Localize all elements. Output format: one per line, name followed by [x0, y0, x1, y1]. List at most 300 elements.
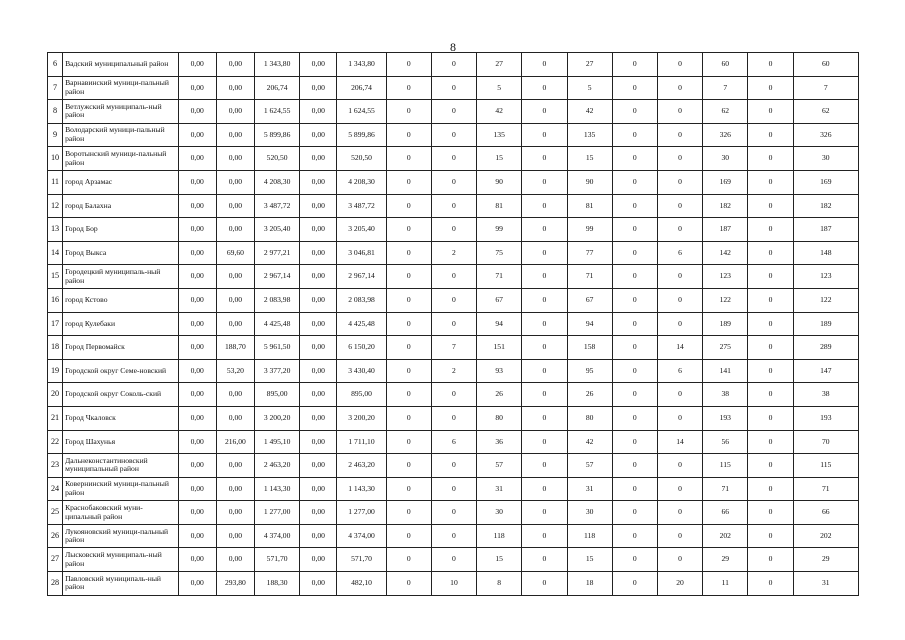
value-cell: 0 — [657, 100, 702, 124]
value-cell: 15 — [567, 147, 612, 171]
district-name-cell: Лысковский муниципаль-ный район — [63, 548, 179, 572]
row-number-cell: 27 — [48, 548, 63, 572]
value-cell: 0 — [748, 336, 793, 360]
value-cell: 3 046,81 — [337, 241, 386, 265]
value-cell: 0 — [522, 123, 567, 147]
value-cell: 0,00 — [216, 100, 254, 124]
row-number-cell: 18 — [48, 336, 63, 360]
table-row — [48, 406, 859, 430]
value-cell: 0 — [748, 53, 793, 77]
value-cell: 0 — [657, 406, 702, 430]
value-cell: 135 — [567, 123, 612, 147]
value-cell: 0 — [522, 218, 567, 242]
value-cell: 5 899,86 — [255, 123, 300, 147]
value-cell: 0 — [522, 501, 567, 525]
value-cell: 0,00 — [300, 194, 337, 218]
value-cell: 0 — [386, 53, 431, 77]
value-cell: 0,00 — [216, 53, 254, 77]
table-row — [48, 241, 859, 265]
value-cell: 0 — [657, 265, 702, 289]
value-cell: 31 — [477, 477, 522, 501]
value-cell: 60 — [793, 53, 858, 77]
value-cell: 0 — [657, 76, 702, 100]
value-cell: 6 150,20 — [337, 336, 386, 360]
table-row — [48, 383, 859, 407]
value-cell: 4 208,30 — [255, 170, 300, 194]
value-cell: 0 — [522, 265, 567, 289]
value-cell: 0 — [386, 548, 431, 572]
value-cell: 0 — [522, 406, 567, 430]
value-cell: 0,00 — [300, 76, 337, 100]
value-cell: 26 — [477, 383, 522, 407]
value-cell: 895,00 — [255, 383, 300, 407]
district-name-cell: Лукояновский муници-пальный район — [63, 524, 179, 548]
row-number-cell: 6 — [48, 53, 63, 77]
value-cell: 0 — [386, 524, 431, 548]
value-cell: 7 — [703, 76, 748, 100]
district-name-cell: Воротынский муници-пальный район — [63, 147, 179, 171]
value-cell: 2 — [431, 359, 476, 383]
value-cell: 0,00 — [300, 53, 337, 77]
row-number-cell: 28 — [48, 572, 63, 596]
value-cell: 60 — [703, 53, 748, 77]
value-cell: 57 — [567, 454, 612, 478]
value-cell: 293,80 — [216, 572, 254, 596]
value-cell: 0,00 — [178, 454, 216, 478]
table-row — [48, 430, 859, 454]
value-cell: 123 — [793, 265, 858, 289]
value-cell: 14 — [657, 430, 702, 454]
value-cell: 0 — [386, 312, 431, 336]
value-cell: 0 — [386, 288, 431, 312]
value-cell: 0 — [748, 548, 793, 572]
value-cell: 81 — [567, 194, 612, 218]
value-cell: 0 — [431, 53, 476, 77]
value-cell: 3 200,20 — [337, 406, 386, 430]
value-cell: 0 — [612, 288, 657, 312]
value-cell: 0,00 — [178, 572, 216, 596]
value-cell: 31 — [793, 572, 858, 596]
value-cell: 0 — [748, 194, 793, 218]
district-name-cell: Варнавинский муници-пальный район — [63, 76, 179, 100]
value-cell: 27 — [477, 53, 522, 77]
value-cell: 0 — [612, 147, 657, 171]
value-cell: 0 — [612, 76, 657, 100]
value-cell: 80 — [477, 406, 522, 430]
value-cell: 57 — [477, 454, 522, 478]
value-cell: 0 — [431, 265, 476, 289]
value-cell: 188,30 — [255, 572, 300, 596]
value-cell: 1 624,55 — [337, 100, 386, 124]
value-cell: 0,00 — [216, 312, 254, 336]
row-number-cell: 25 — [48, 501, 63, 525]
value-cell: 0 — [612, 501, 657, 525]
value-cell: 326 — [703, 123, 748, 147]
value-cell: 0,00 — [300, 477, 337, 501]
value-cell: 30 — [703, 147, 748, 171]
value-cell: 42 — [477, 100, 522, 124]
district-name-cell: Город Бор — [63, 218, 179, 242]
value-cell: 0 — [386, 336, 431, 360]
value-cell: 0 — [657, 524, 702, 548]
value-cell: 0 — [748, 477, 793, 501]
value-cell: 571,70 — [255, 548, 300, 572]
value-cell: 6 — [657, 359, 702, 383]
value-cell: 7 — [793, 76, 858, 100]
value-cell: 70 — [793, 430, 858, 454]
value-cell: 6 — [657, 241, 702, 265]
value-cell: 0,00 — [300, 265, 337, 289]
value-cell: 0 — [748, 406, 793, 430]
value-cell: 0 — [657, 170, 702, 194]
district-name-cell: Городецкий муниципаль-ный район — [63, 265, 179, 289]
value-cell: 193 — [793, 406, 858, 430]
value-cell: 0,00 — [300, 406, 337, 430]
value-cell: 26 — [567, 383, 612, 407]
value-cell: 3 487,72 — [255, 194, 300, 218]
table-row — [48, 359, 859, 383]
value-cell: 95 — [567, 359, 612, 383]
value-cell: 0,00 — [216, 524, 254, 548]
value-cell: 15 — [477, 548, 522, 572]
value-cell: 187 — [703, 218, 748, 242]
value-cell: 0,00 — [300, 241, 337, 265]
row-number-cell: 13 — [48, 218, 63, 242]
value-cell: 0,00 — [216, 218, 254, 242]
table-row — [48, 548, 859, 572]
value-cell: 15 — [567, 548, 612, 572]
value-cell: 0 — [748, 359, 793, 383]
value-cell: 4 374,00 — [337, 524, 386, 548]
value-cell: 0,00 — [300, 430, 337, 454]
value-cell: 3 487,72 — [337, 194, 386, 218]
value-cell: 0,00 — [300, 147, 337, 171]
value-cell: 0 — [386, 76, 431, 100]
district-name-cell: Город Чкаловск — [63, 406, 179, 430]
value-cell: 0 — [522, 430, 567, 454]
value-cell: 0,00 — [300, 336, 337, 360]
value-cell: 115 — [703, 454, 748, 478]
table-row — [48, 170, 859, 194]
district-name-cell: город Кстово — [63, 288, 179, 312]
value-cell: 0,00 — [178, 383, 216, 407]
value-cell: 2 977,21 — [255, 241, 300, 265]
value-cell: 0,00 — [216, 288, 254, 312]
value-cell: 2 967,14 — [255, 265, 300, 289]
value-cell: 0 — [522, 53, 567, 77]
value-cell: 0 — [386, 477, 431, 501]
value-cell: 0 — [431, 170, 476, 194]
value-cell: 5 — [567, 76, 612, 100]
value-cell: 20 — [657, 572, 702, 596]
value-cell: 77 — [567, 241, 612, 265]
value-cell: 0 — [431, 477, 476, 501]
value-cell: 0,00 — [178, 53, 216, 77]
value-cell: 122 — [703, 288, 748, 312]
row-number-cell: 17 — [48, 312, 63, 336]
value-cell: 0 — [612, 170, 657, 194]
district-name-cell: Городской округ Семе-новский — [63, 359, 179, 383]
value-cell: 275 — [703, 336, 748, 360]
district-name-cell: город Балахна — [63, 194, 179, 218]
value-cell: 0 — [612, 406, 657, 430]
value-cell: 90 — [477, 170, 522, 194]
value-cell: 30 — [477, 501, 522, 525]
row-number-cell: 20 — [48, 383, 63, 407]
value-cell: 94 — [567, 312, 612, 336]
value-cell: 182 — [703, 194, 748, 218]
value-cell: 118 — [477, 524, 522, 548]
value-cell: 0 — [386, 454, 431, 478]
value-cell: 1 624,55 — [255, 100, 300, 124]
value-cell: 69,60 — [216, 241, 254, 265]
value-cell: 0 — [386, 218, 431, 242]
value-cell: 0,00 — [178, 76, 216, 100]
value-cell: 0 — [657, 147, 702, 171]
value-cell: 0 — [386, 194, 431, 218]
value-cell: 94 — [477, 312, 522, 336]
value-cell: 0 — [431, 218, 476, 242]
value-cell: 36 — [477, 430, 522, 454]
value-cell: 0 — [522, 312, 567, 336]
row-number-cell: 22 — [48, 430, 63, 454]
value-cell: 0 — [657, 194, 702, 218]
value-cell: 67 — [567, 288, 612, 312]
value-cell: 7 — [431, 336, 476, 360]
value-cell: 0,00 — [178, 524, 216, 548]
data-table — [47, 52, 859, 596]
value-cell: 0 — [748, 383, 793, 407]
value-cell: 0 — [612, 100, 657, 124]
value-cell: 81 — [477, 194, 522, 218]
value-cell: 38 — [703, 383, 748, 407]
value-cell: 0 — [748, 123, 793, 147]
value-cell: 142 — [703, 241, 748, 265]
value-cell: 206,74 — [337, 76, 386, 100]
value-cell: 1 277,00 — [255, 501, 300, 525]
value-cell: 326 — [793, 123, 858, 147]
value-cell: 0,00 — [178, 430, 216, 454]
value-cell: 71 — [567, 265, 612, 289]
value-cell: 0,00 — [300, 170, 337, 194]
value-cell: 0 — [522, 454, 567, 478]
value-cell: 118 — [567, 524, 612, 548]
row-number-cell: 23 — [48, 454, 63, 478]
value-cell: 42 — [567, 430, 612, 454]
value-cell: 0 — [522, 147, 567, 171]
value-cell: 8 — [477, 572, 522, 596]
value-cell: 0 — [612, 359, 657, 383]
table-row — [48, 218, 859, 242]
value-cell: 0 — [612, 194, 657, 218]
value-cell: 0,00 — [178, 241, 216, 265]
value-cell: 0,00 — [300, 100, 337, 124]
value-cell: 0 — [657, 548, 702, 572]
value-cell: 99 — [567, 218, 612, 242]
table-row — [48, 312, 859, 336]
row-number-cell: 10 — [48, 147, 63, 171]
value-cell: 0 — [748, 288, 793, 312]
value-cell: 520,50 — [255, 147, 300, 171]
value-cell: 0 — [386, 572, 431, 596]
value-cell: 0 — [431, 548, 476, 572]
value-cell: 0,00 — [178, 477, 216, 501]
row-number-cell: 26 — [48, 524, 63, 548]
value-cell: 11 — [703, 572, 748, 596]
value-cell: 0 — [612, 430, 657, 454]
value-cell: 895,00 — [337, 383, 386, 407]
value-cell: 3 205,40 — [337, 218, 386, 242]
value-cell: 289 — [793, 336, 858, 360]
value-cell: 5 — [477, 76, 522, 100]
value-cell: 0,00 — [300, 524, 337, 548]
table-row — [48, 53, 859, 77]
value-cell: 3 377,20 — [255, 359, 300, 383]
value-cell: 10 — [431, 572, 476, 596]
row-number-cell: 19 — [48, 359, 63, 383]
row-number-cell: 12 — [48, 194, 63, 218]
page-number: 8 — [450, 40, 456, 54]
value-cell: 5 899,86 — [337, 123, 386, 147]
value-cell: 0 — [431, 194, 476, 218]
table-body — [48, 53, 859, 596]
value-cell: 0,00 — [300, 123, 337, 147]
value-cell: 27 — [567, 53, 612, 77]
value-cell: 1 277,00 — [337, 501, 386, 525]
value-cell: 1 711,10 — [337, 430, 386, 454]
value-cell: 0 — [612, 454, 657, 478]
value-cell: 0,00 — [300, 312, 337, 336]
value-cell: 0 — [386, 406, 431, 430]
value-cell: 2 463,20 — [337, 454, 386, 478]
district-name-cell: Город Первомайск — [63, 336, 179, 360]
value-cell: 188,70 — [216, 336, 254, 360]
value-cell: 0,00 — [300, 359, 337, 383]
value-cell: 0 — [612, 383, 657, 407]
value-cell: 0,00 — [178, 336, 216, 360]
value-cell: 0 — [522, 241, 567, 265]
table-row — [48, 100, 859, 124]
row-number-cell: 14 — [48, 241, 63, 265]
value-cell: 0 — [748, 524, 793, 548]
value-cell: 2 967,14 — [337, 265, 386, 289]
value-cell: 122 — [793, 288, 858, 312]
value-cell: 29 — [793, 548, 858, 572]
value-cell: 0 — [657, 312, 702, 336]
value-cell: 31 — [567, 477, 612, 501]
value-cell: 15 — [477, 147, 522, 171]
value-cell: 0 — [612, 477, 657, 501]
table-row — [48, 147, 859, 171]
value-cell: 0 — [522, 477, 567, 501]
value-cell: 520,50 — [337, 147, 386, 171]
value-cell: 158 — [567, 336, 612, 360]
value-cell: 0 — [612, 53, 657, 77]
value-cell: 0,00 — [216, 147, 254, 171]
value-cell: 169 — [703, 170, 748, 194]
value-cell: 71 — [703, 477, 748, 501]
district-name-cell: Вадский муниципальный район — [63, 53, 179, 77]
value-cell: 0,00 — [300, 218, 337, 242]
value-cell: 0 — [748, 218, 793, 242]
value-cell: 0 — [431, 312, 476, 336]
value-cell: 0,00 — [178, 501, 216, 525]
value-cell: 0,00 — [178, 147, 216, 171]
value-cell: 66 — [703, 501, 748, 525]
value-cell: 0 — [431, 100, 476, 124]
value-cell: 2 463,20 — [255, 454, 300, 478]
value-cell: 0,00 — [216, 170, 254, 194]
table-row — [48, 572, 859, 596]
value-cell: 0,00 — [300, 454, 337, 478]
value-cell: 0 — [657, 454, 702, 478]
value-cell: 189 — [793, 312, 858, 336]
value-cell: 0 — [748, 76, 793, 100]
value-cell: 0 — [522, 76, 567, 100]
value-cell: 0,00 — [178, 265, 216, 289]
district-name-cell: Городской округ Соколь-ский — [63, 383, 179, 407]
value-cell: 0,00 — [178, 406, 216, 430]
value-cell: 0,00 — [178, 100, 216, 124]
value-cell: 0 — [748, 147, 793, 171]
value-cell: 206,74 — [255, 76, 300, 100]
table-row — [48, 524, 859, 548]
value-cell: 0 — [386, 383, 431, 407]
value-cell: 135 — [477, 123, 522, 147]
district-name-cell: Ковернинский муници-пальный район — [63, 477, 179, 501]
value-cell: 0 — [386, 170, 431, 194]
value-cell: 0 — [748, 265, 793, 289]
value-cell: 71 — [793, 477, 858, 501]
district-name-cell: Дальнеконстантиновский муниципальный район — [63, 454, 179, 478]
value-cell: 0 — [657, 383, 702, 407]
value-cell: 0 — [431, 288, 476, 312]
value-cell: 0 — [612, 241, 657, 265]
value-cell: 571,70 — [337, 548, 386, 572]
value-cell: 4 208,30 — [337, 170, 386, 194]
value-cell: 189 — [703, 312, 748, 336]
value-cell: 0 — [748, 170, 793, 194]
value-cell: 0 — [386, 430, 431, 454]
value-cell: 0 — [612, 548, 657, 572]
value-cell: 38 — [793, 383, 858, 407]
value-cell: 6 — [431, 430, 476, 454]
value-cell: 0,00 — [178, 288, 216, 312]
value-cell: 0 — [386, 241, 431, 265]
value-cell: 123 — [703, 265, 748, 289]
value-cell: 0 — [431, 147, 476, 171]
value-cell: 4 374,00 — [255, 524, 300, 548]
value-cell: 0 — [522, 194, 567, 218]
value-cell: 99 — [477, 218, 522, 242]
value-cell: 56 — [703, 430, 748, 454]
value-cell: 0 — [522, 170, 567, 194]
row-number-cell: 24 — [48, 477, 63, 501]
value-cell: 2 083,98 — [255, 288, 300, 312]
row-number-cell: 21 — [48, 406, 63, 430]
value-cell: 0 — [748, 312, 793, 336]
value-cell: 62 — [703, 100, 748, 124]
table-row — [48, 501, 859, 525]
value-cell: 0,00 — [178, 194, 216, 218]
value-cell: 0,00 — [178, 359, 216, 383]
district-name-cell: Ветлужский муниципаль-ный район — [63, 100, 179, 124]
value-cell: 148 — [793, 241, 858, 265]
value-cell: 0,00 — [216, 123, 254, 147]
value-cell: 3 430,40 — [337, 359, 386, 383]
value-cell: 0 — [522, 288, 567, 312]
value-cell: 0 — [386, 265, 431, 289]
